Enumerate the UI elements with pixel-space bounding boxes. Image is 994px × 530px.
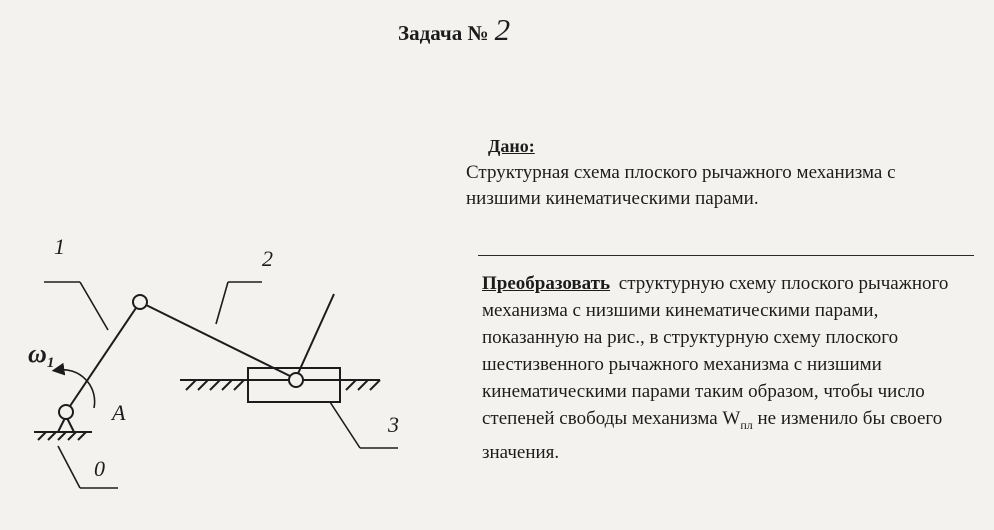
task-body-end: не изменило бы своего значения.	[482, 408, 943, 463]
connecting-rod	[140, 302, 294, 378]
label-point-a: A	[112, 400, 126, 425]
crank-link	[66, 302, 140, 412]
task-text	[482, 270, 962, 466]
task-lead-word: Преобразовать	[482, 273, 611, 294]
crank-rod-joint	[133, 295, 147, 309]
task-body: структурную схему плоского рычажного механизма с низшими кинематическими парами, показанную на рис., в структурную схему плоского шестизвенного рычажного механизма с низшими кинематическими парами таким образом, чтобы число степеней свободы механизма W	[482, 273, 949, 429]
pivot-joint-a	[59, 405, 73, 419]
omega-subscript: 1	[46, 355, 55, 371]
label-link-3: 3	[388, 412, 399, 437]
label-link-2: 2	[262, 246, 273, 271]
label-link-0: 0	[94, 456, 105, 481]
label-link-1: 1	[54, 234, 65, 259]
section-divider	[478, 255, 974, 256]
rotation-arrow	[58, 370, 95, 408]
mechanism-diagram	[0, 220, 470, 530]
given-text: Структурная схема плоского рычажного механизма с низшими кинематическими парами.	[466, 162, 896, 209]
task-title-label: Задача №	[398, 21, 489, 45]
task-title	[398, 12, 510, 48]
given-heading: Дано:	[488, 136, 535, 156]
slider-guide	[180, 380, 380, 390]
label-omega	[28, 339, 54, 371]
task-subscript: пл	[740, 417, 753, 432]
task-number: 2	[494, 12, 511, 47]
omega-symbol: ω	[28, 339, 47, 368]
slider-rod	[296, 294, 334, 378]
ground-support-left	[34, 416, 92, 440]
slider-joint	[289, 373, 303, 387]
